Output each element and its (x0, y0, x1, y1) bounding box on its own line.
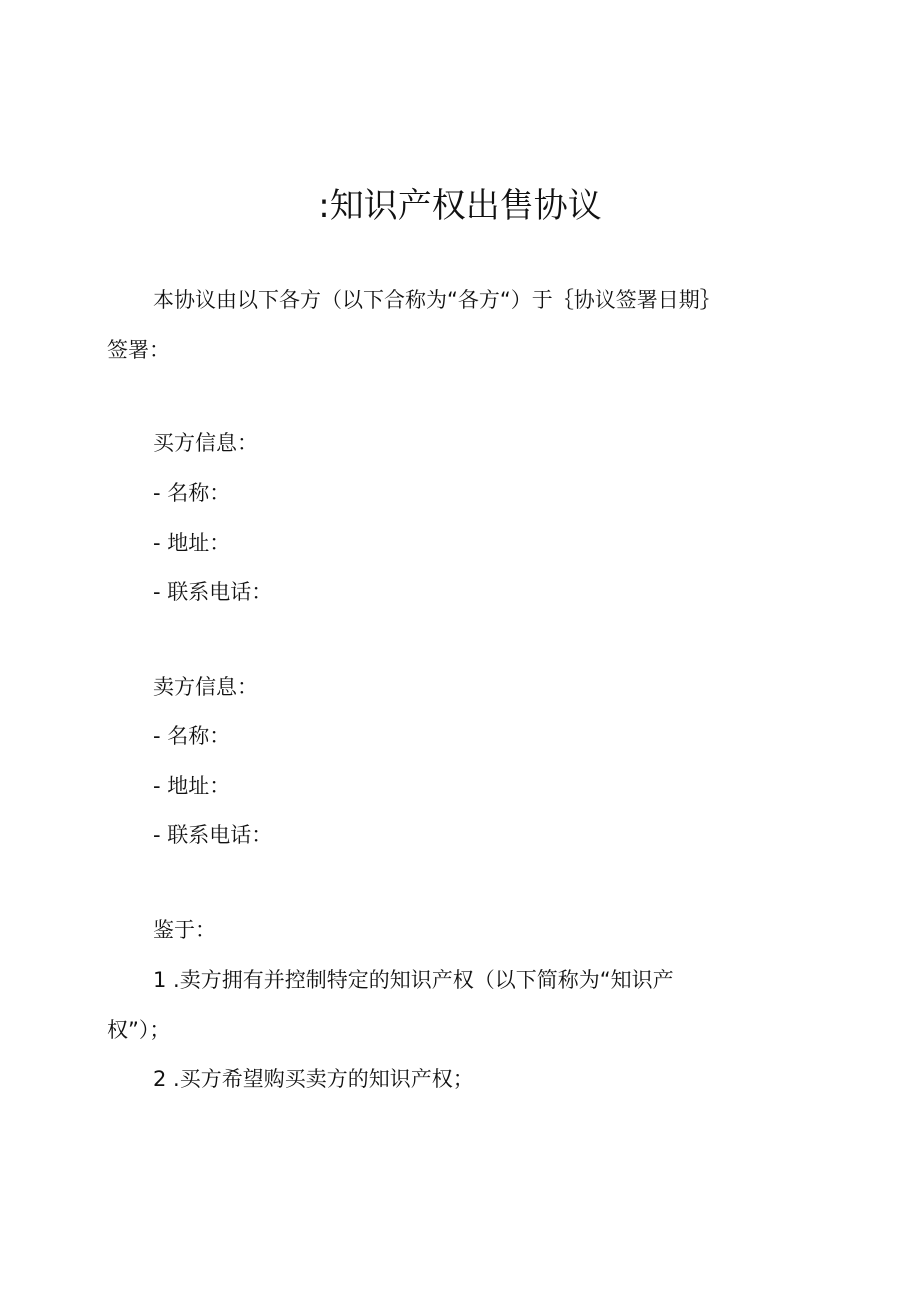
buyer-phone-field: - 联系电话： (153, 580, 273, 604)
whereas-item-1-line-2: 权”）； (107, 1018, 171, 1042)
seller-address-field: - 地址： (153, 774, 231, 798)
intro-line-1: 本协议由以下各方（以下合称为“各方“）于｛协议签署日期｝ (153, 288, 721, 312)
buyer-name-field: - 名称： (153, 481, 231, 505)
whereas-heading: 鉴于： (153, 918, 216, 942)
whereas-item-2: 2 .买方希望购买卖方的知识产权； (153, 1067, 474, 1091)
intro-line-2: 签署： (107, 338, 170, 362)
seller-name-field: - 名称： (153, 724, 231, 748)
seller-phone-field: - 联系电话： (153, 823, 273, 847)
buyer-heading: 买方信息： (153, 431, 258, 455)
seller-heading: 卖方信息： (153, 675, 258, 699)
whereas-item-1-line-1: 1 .卖方拥有并控制特定的知识产权（以下简称为“知识产 (153, 968, 674, 992)
buyer-address-field: - 地址： (153, 531, 231, 555)
document-title: :知识产权出售协议 (318, 186, 602, 226)
